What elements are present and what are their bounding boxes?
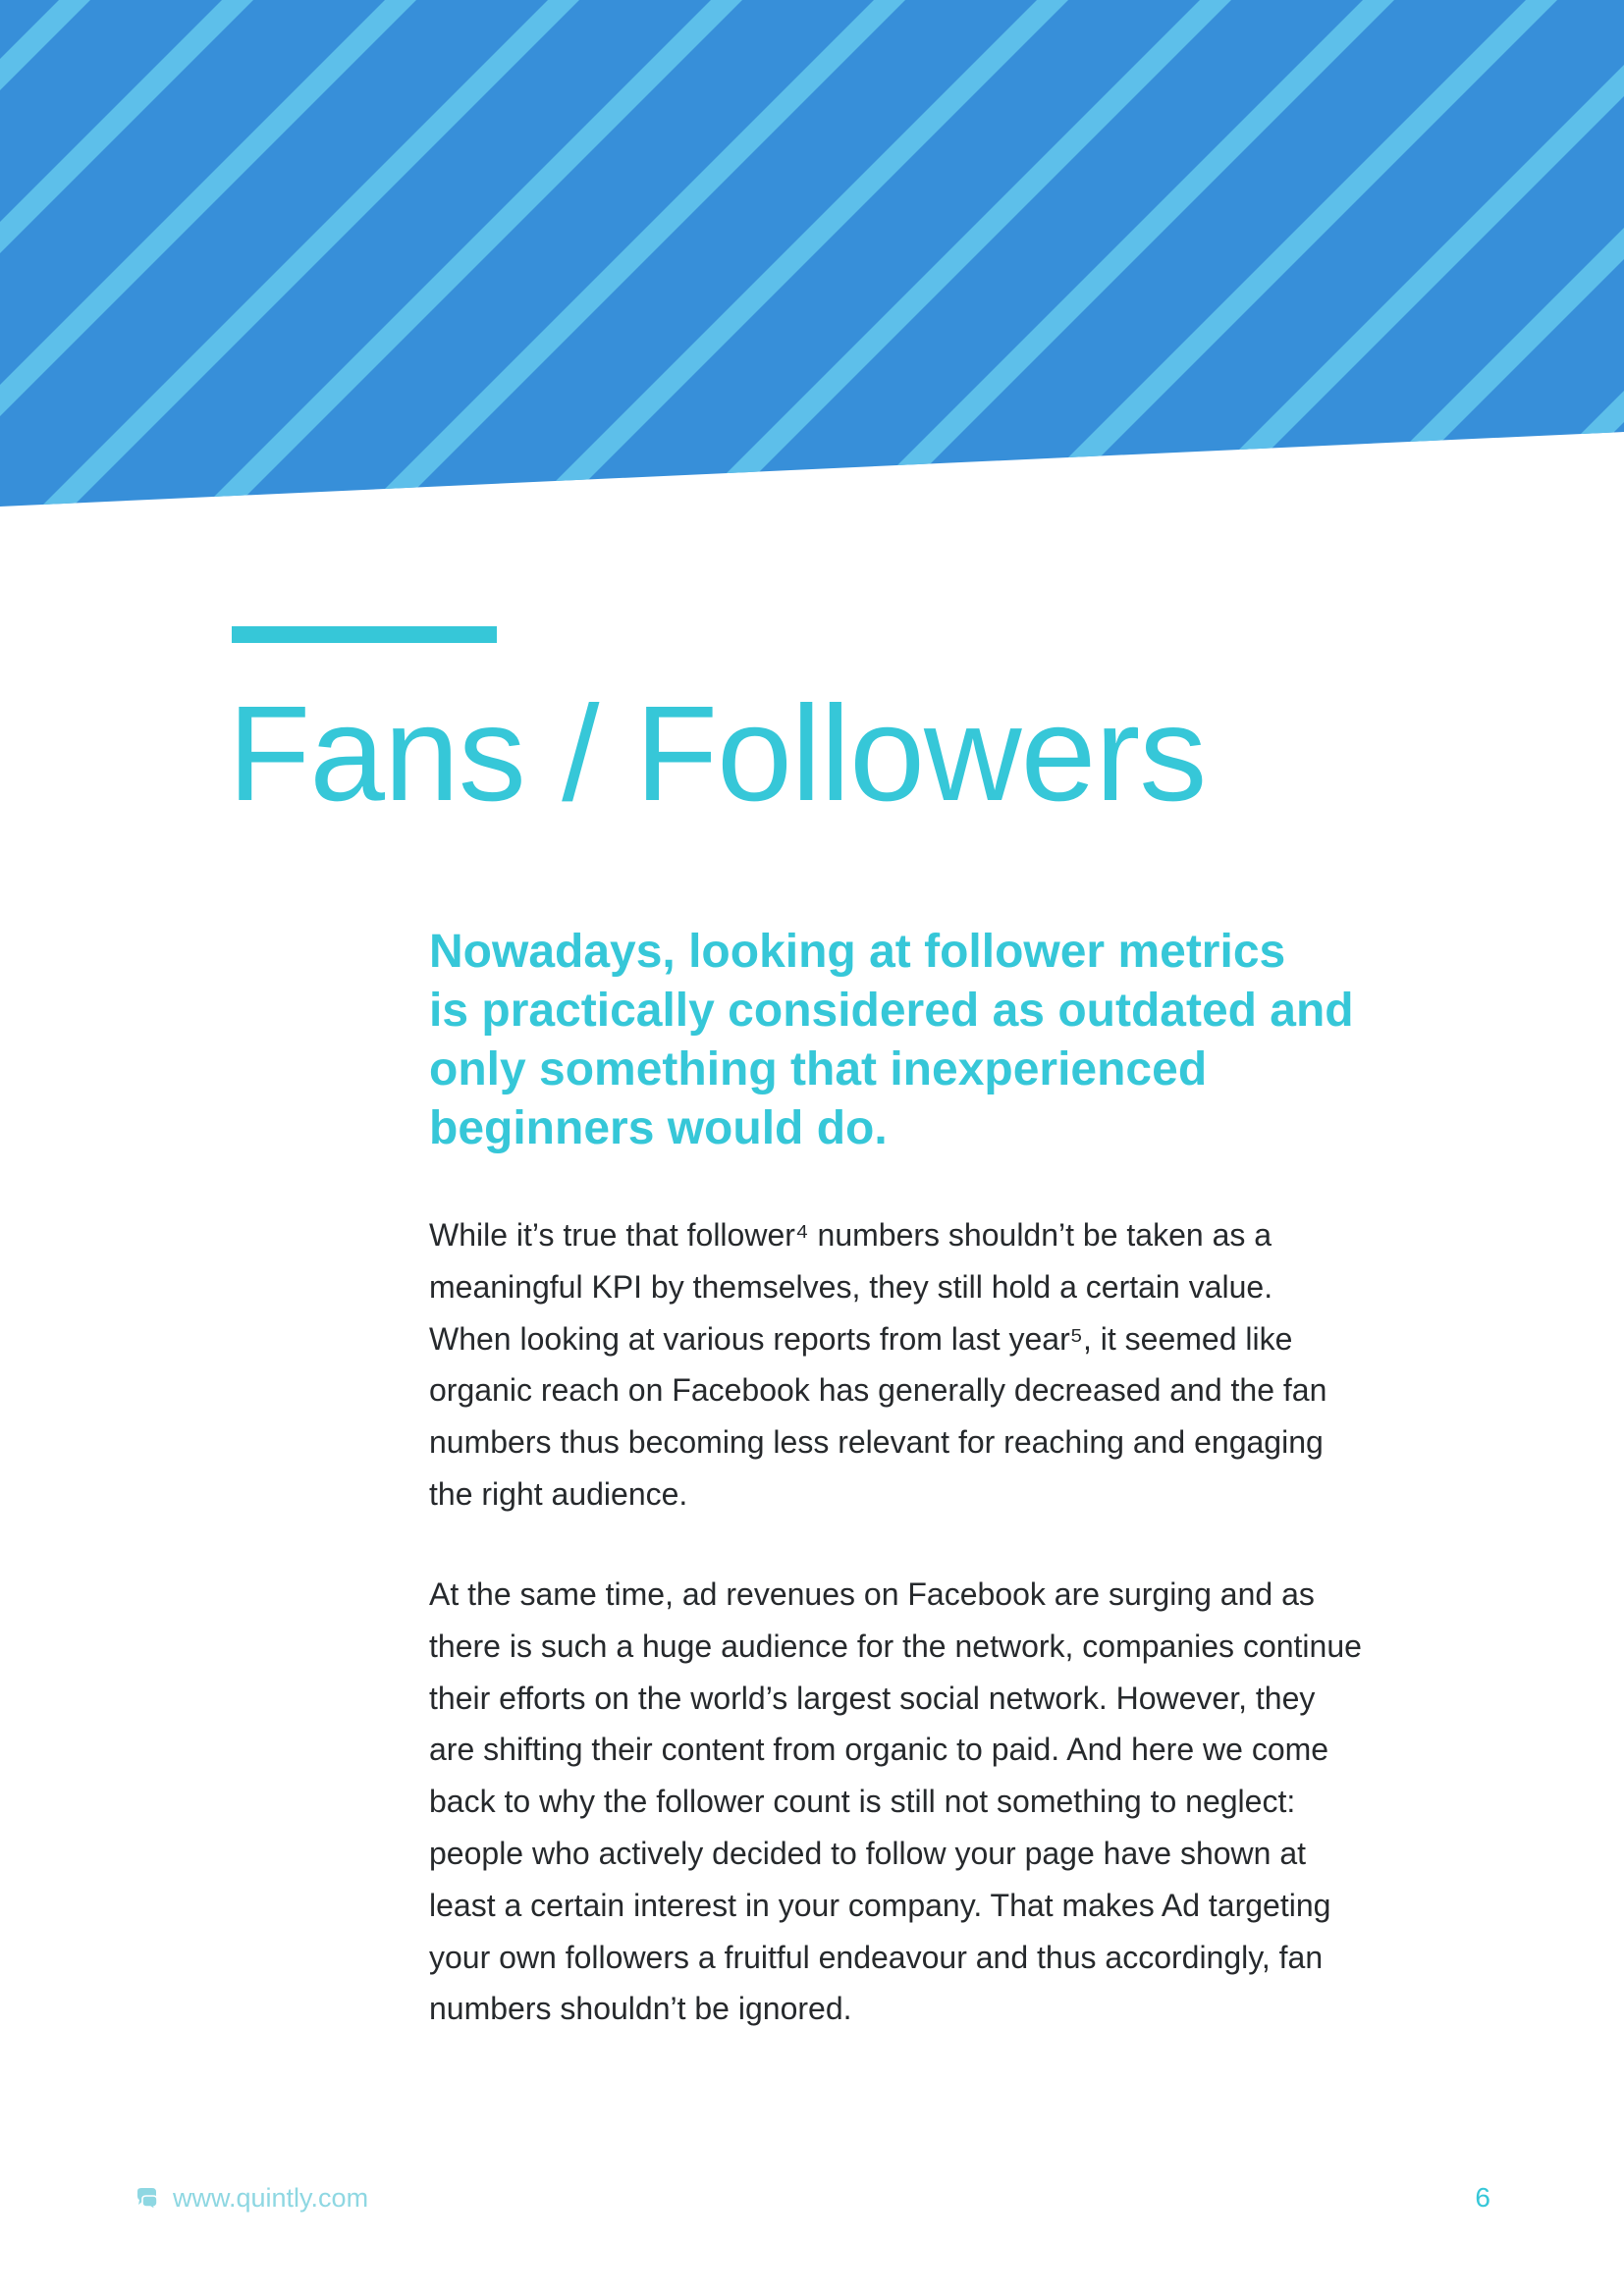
- paragraph-line: numbers shouldn’t be ignored.: [429, 1991, 852, 2027]
- page-title: Fans / Followers: [228, 678, 1207, 829]
- footer-website-link[interactable]: www.quintly.com: [173, 2183, 369, 2213]
- paragraph-line: there is such a huge audience for the network, companies continue: [429, 1628, 1362, 1664]
- paragraph-line: numbers thus becoming less relevant for reaching and engaging: [429, 1424, 1324, 1461]
- paragraph-line: meaningful KPI by themselves, they still hold a certain value.: [429, 1268, 1273, 1305]
- paragraph-line: When looking at various reports from last year⁵, it seemed like: [429, 1320, 1293, 1357]
- diagonal-stripes-graphic: [0, 0, 1624, 510]
- body-paragraph-2: [429, 1569, 1411, 2035]
- paragraph-line: the right audience.: [429, 1475, 688, 1512]
- header-banner: [0, 0, 1624, 510]
- paragraph-line: your own followers a fruitful endeavour and thus accordingly, fan: [429, 1939, 1324, 1975]
- lead-paragraph: [429, 923, 1411, 1158]
- paragraph-line: At the same time, ad revenues on Facebook are surging and as: [429, 1576, 1315, 1612]
- lead-line: Nowadays, looking at follower metrics: [429, 926, 1286, 978]
- title-accent-bar: [232, 626, 497, 643]
- lead-line: beginners would do.: [429, 1102, 888, 1154]
- paragraph-line: least a certain interest in your company. That makes Ad targeting: [429, 1887, 1331, 1923]
- paragraph-line: While it’s true that follower⁴ numbers shouldn’t be taken as a: [429, 1217, 1272, 1253]
- quintly-logo-icon: [134, 2185, 159, 2211]
- paragraph-line: organic reach on Facebook has generally decreased and the fan: [429, 1372, 1327, 1409]
- paragraph-line: back to why the follower count is still not something to neglect:: [429, 1784, 1296, 1820]
- paragraph-line: their efforts on the world’s largest social network. However, they: [429, 1680, 1316, 1716]
- paragraph-line: are shifting their content from organic to paid. And here we come: [429, 1732, 1329, 1768]
- lead-line: is practically considered as outdated and: [429, 985, 1354, 1037]
- page-number: 6: [1475, 2182, 1490, 2213]
- lead-line: only something that inexperienced: [429, 1043, 1208, 1095]
- paragraph-line: people who actively decided to follow your page have shown at: [429, 1835, 1307, 1871]
- body-paragraph-1: [429, 1209, 1411, 1521]
